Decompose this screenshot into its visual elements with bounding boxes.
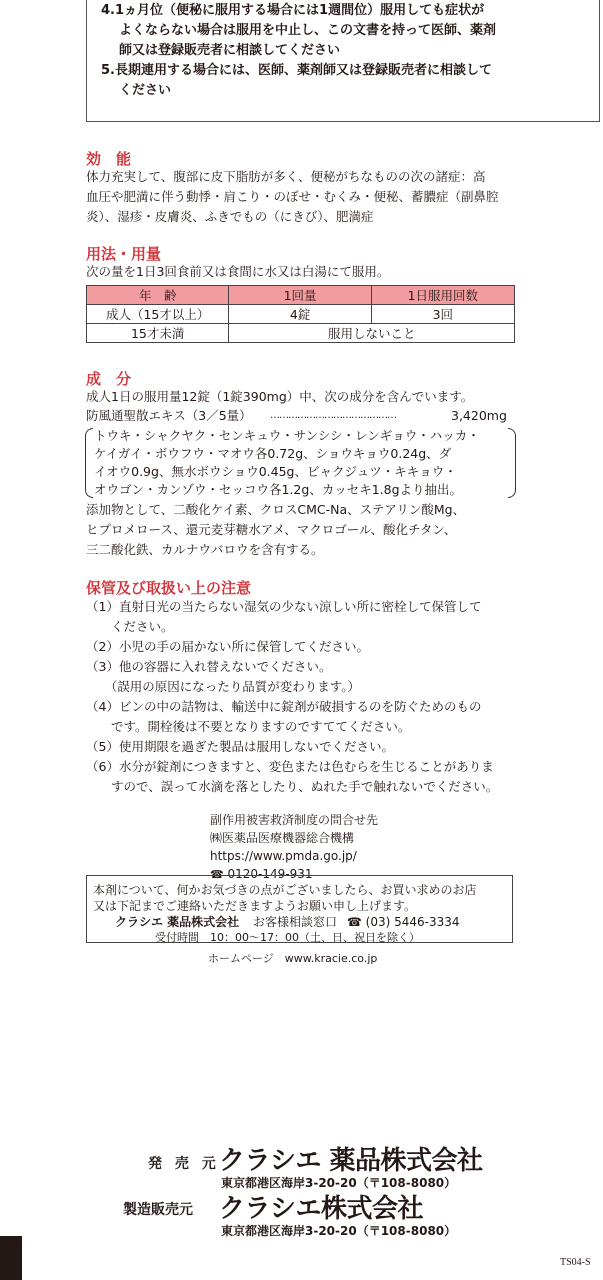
relief-url: https://www.pmda.go.jp/ [210, 849, 357, 863]
storage-line: （5）使用期限を過ぎた製品は服用しないでください。 [86, 739, 394, 754]
relief-line: 副作用被害救済制度の問合せ先 [210, 813, 379, 827]
manufacturer-address: 東京都港区海岸3-20-20（〒108-8080） [221, 1224, 457, 1238]
additive-line: 添加物として、二酸化ケイ素、クロスCMC-Na、ステアリン酸Mg、 [86, 502, 466, 517]
storage-line: （6）水分が錠剤につきますと、変色または色むらを生じることがありま [86, 759, 494, 774]
manufacturer-label: 製造販売元 [123, 1202, 193, 1218]
table-header: 1日服用回数 [371, 286, 514, 305]
relief-phone: 0120-149-931 [227, 867, 313, 881]
caution-box [86, 0, 600, 122]
table-row [87, 305, 515, 324]
table-header-row [87, 286, 515, 305]
efficacy-heading: 効 能 [86, 150, 132, 168]
contact-hours: 受付時間 10：00～17：00（土、日、祝日を除く） [155, 931, 420, 944]
table-cell: 4錠 [229, 305, 371, 324]
print-mark [0, 1236, 22, 1280]
table-header: 1回量 [229, 286, 371, 305]
ingredients-heading: 成 分 [86, 370, 132, 388]
phone-icon: ☎ [210, 868, 224, 881]
storage-line: （誤用の原因になったり品質が変わります。） [86, 679, 361, 694]
additive-line: 三二酸化鉄、カルナウバロウを含有する。 [86, 542, 324, 557]
bracket-right [508, 428, 516, 498]
table-header: 年 齢 [87, 286, 229, 305]
contact-company-row [115, 913, 460, 930]
caution-line: 師又は登録販売者に相談してください [119, 43, 341, 58]
efficacy-line: 血圧や肥満に伴う動悸・肩こり・のぼせ・むくみ・便秘、蓄膿症（副鼻腔 [86, 189, 499, 204]
bracket-left [85, 428, 93, 498]
contact-box [86, 875, 513, 943]
table-cell: 15才未満 [87, 324, 229, 343]
extract-amount: 3,420mg [451, 408, 507, 423]
document-code: TS04-S [560, 1257, 591, 1268]
dosage-table [86, 285, 515, 343]
caution-line: よくならない場合は服用を中止し、この文書を持って医師、薬剤 [119, 23, 497, 38]
herb-line: オウゴン・カンゾウ・セッコウ各1.2g、カッセキ1.8gより抽出。 [94, 482, 463, 497]
storage-line: ください。 [86, 619, 174, 634]
table-cell: 服用しないこと [229, 324, 515, 343]
caution-line: ください [119, 83, 172, 98]
contact-line: 又は下記までご連絡いただきますようお願い申し上げます。 [93, 899, 417, 913]
caution-line: 5.長期連用する場合には、医師、薬剤師又は登録販売者に相談して [101, 63, 492, 78]
seller-address: 東京都港区海岸3-20-20（〒108-8080） [221, 1176, 457, 1190]
efficacy-line: 体力充実して、腹部に皮下脂肪が多く、便秘がちなものの次の諸症：高 [86, 169, 486, 184]
contact-line: 本剤について、何かお気づきの点がございましたら、お買い求めのお店 [93, 883, 477, 897]
manufacturer-name: クラシエ株式会社 [219, 1194, 424, 1224]
storage-line: （1）直射日光の当たらない湿気の少ない涼しい所に密栓して保管して [86, 599, 482, 614]
dosage-intro: 次の量を1日3回食前又は食間に水又は白湯にて服用。 [86, 264, 390, 279]
homepage: ホームページ www.kracie.co.jp [208, 952, 378, 965]
seller-label: 発 売 元 [148, 1156, 220, 1172]
contact-phone: (03) 5446-3334 [365, 915, 460, 929]
herb-line: トウキ・シャクヤク・センキュウ・サンシシ・レンギョウ・ハッカ・ [94, 428, 480, 443]
dosage-heading: 用法・用量 [86, 245, 162, 263]
herb-line: イオウ0.9g、無水ボウショウ0.45g、ビャクジュツ・キキョウ・ [94, 464, 457, 479]
caution-line: 4.1ヵ月位（便秘に服用する場合には1週間位）服用しても症状が [101, 3, 485, 18]
storage-line: すので、誤って水滴を落としたり、ぬれた手で触れないでください。 [86, 779, 499, 794]
ingredients-intro: 成人1日の服用量12錠（1錠390mg）中、次の成分を含んでいます。 [86, 389, 474, 404]
extract-name: 防風通聖散エキス（3／5量） [86, 408, 252, 423]
table-row [87, 324, 515, 343]
contact-desk: お客様相談窓口 [253, 915, 338, 929]
efficacy-line: 炎）、湿疹・皮膚炎、ふきでもの（にきび）、肥満症 [86, 209, 374, 224]
table-cell: 3回 [371, 305, 514, 324]
storage-line: （2）小児の手の届かない所に保管してください。 [86, 639, 369, 654]
table-cell: 成人（15才以上） [87, 305, 229, 324]
extract-leader: …………………………………… [270, 410, 396, 421]
additive-line: ヒプロメロース、還元麦芽糖水アメ、マクロゴール、酸化チタン、 [86, 522, 457, 537]
storage-heading: 保管及び取扱い上の注意 [86, 579, 252, 597]
relief-line: ㈱医薬品医療機器総合機構 [210, 831, 355, 845]
storage-line: （4）ビンの中の詰物は、輸送中に錠剤が破損するのを防ぐためのもの [86, 699, 482, 714]
contact-company: クラシエ 薬品株式会社 [115, 915, 240, 929]
seller-name: クラシエ 薬品株式会社 [219, 1146, 483, 1176]
phone-icon: ☎ [346, 915, 362, 929]
herb-line: ケイガイ・ボウフウ・マオウ各0.72g、ショウキョウ0.24g、ダ [94, 446, 452, 461]
storage-line: （3）他の容器に入れ替えないでください。 [86, 659, 332, 674]
storage-line: です。開栓後は不要となりますのですててください。 [86, 719, 411, 734]
